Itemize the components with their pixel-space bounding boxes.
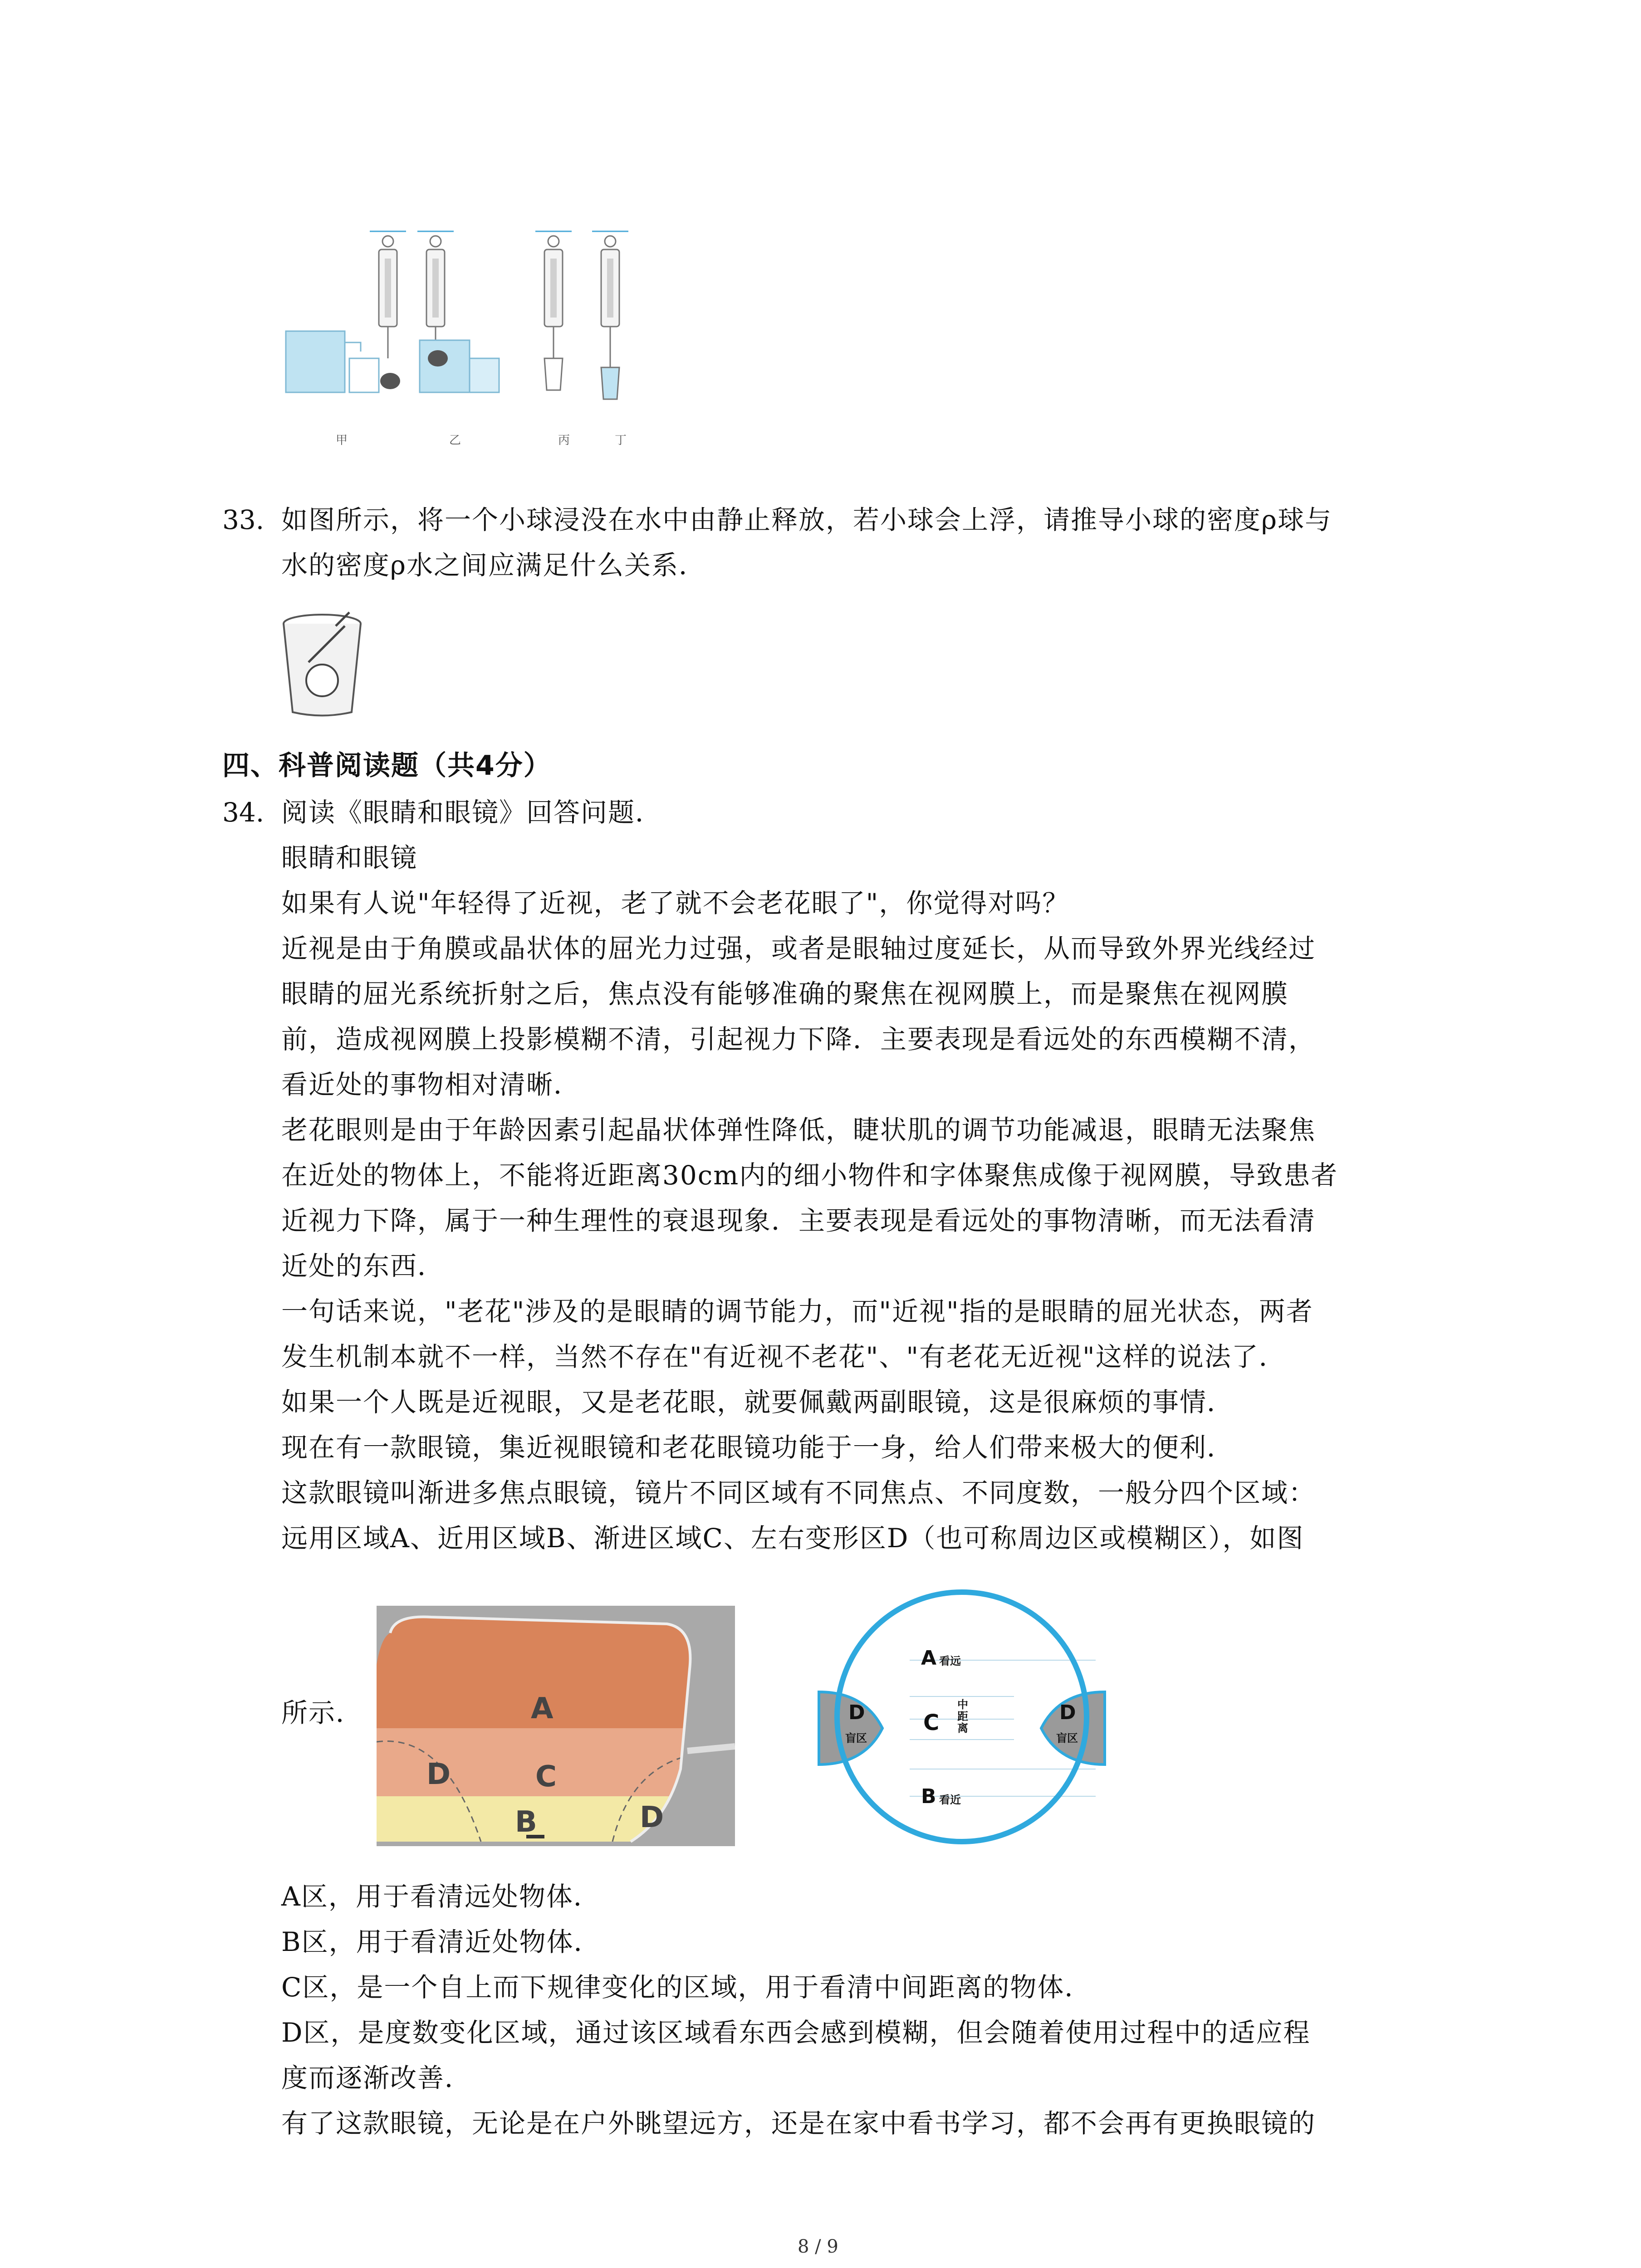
article-line-3: 近视是由于角膜或晶状体的屈光力过强，或者是眼轴过度延长，从而导致外界光线经过 [281, 933, 1316, 964]
zone-label-c: C [923, 1710, 940, 1735]
question-34-intro: 阅读《眼睛和眼镜》回答问题． [281, 797, 663, 828]
article-line-13: 如果一个人既是近视眼，又是老花眼，就要佩戴两副眼镜，这是很麻烦的事情． [281, 1387, 1234, 1418]
zone-label-d-left: D [848, 1701, 865, 1724]
article-line-1: 眼睛和眼镜 [281, 842, 418, 873]
section-4-heading: 四、科普阅读题（共4分） [222, 750, 552, 782]
article-line-2: 如果有人说"年轻得了近视，老了就不会老花眼了"，你觉得对吗？ [281, 888, 1070, 919]
article-line-10: 近处的东西． [281, 1251, 445, 1281]
spring-scale-figure [281, 222, 653, 458]
zone-note-b: 看近 [939, 1794, 961, 1806]
lens-photo-figure [377, 1606, 735, 1846]
zone-note-a: 看远 [939, 1655, 961, 1667]
article-line-14: 现在有一款眼镜，集近视眼镜和老花眼镜功能于一身，给人们带来极大的便利． [281, 1432, 1234, 1463]
zone-note-d-right: 盲区 [1056, 1732, 1078, 1745]
lens-zone-diagram [805, 1583, 1118, 1846]
article-line-12: 发生机制本就不一样，当然不存在"有近视不老花"、"有老花无近视"这样的说法了． [281, 1341, 1286, 1372]
article-line-4: 眼睛的屈光系统折射之后，焦点没有能够准确的聚焦在视网膜上，而是聚焦在视网膜 [281, 978, 1289, 1009]
article-line-16: 远用区域A、近用区域B、渐进区域C、左右变形区D（也可称周边区或模糊区），如图 [281, 1523, 1304, 1554]
figure-caption: 所示． [281, 1697, 363, 1728]
zone-desc-c: C区，是一个自上而下规律变化的区域，用于看清中间距离的物体． [281, 1972, 1092, 2003]
lens-label-c: C [535, 1760, 557, 1794]
zone-desc-b: B区，用于看清近处物体． [281, 1926, 601, 1957]
lens-label-d-right: D [640, 1801, 664, 1834]
closing-line: 有了这款眼镜，无论是在户外眺望远方，还是在家中看书学习，都不会再有更换眼镜的 [281, 2108, 1316, 2139]
figure-label-yi: 乙 [449, 434, 461, 447]
article-line-5: 前，造成视网膜上投影模糊不清，引起视力下降．主要表现是看远处的东西模糊不清， [281, 1024, 1316, 1055]
zone-note-d-left: 盲区 [845, 1732, 867, 1745]
figure-label-jia: 甲 [336, 434, 348, 447]
lens-label-b: B [515, 1805, 537, 1839]
figure-label-ding: 丁 [615, 434, 627, 447]
ball-glass-diagram [277, 608, 367, 721]
lens-label-a: A [531, 1692, 554, 1725]
article-line-6: 看近处的事物相对清晰． [281, 1069, 581, 1100]
ball-in-water-figure [277, 608, 367, 721]
zone-desc-d-2: 度而逐渐改善． [281, 2063, 472, 2093]
zone-desc-d-1: D区，是度数变化区域，通过该区域看东西会感到模糊，但会随着使用过程中的适应程 [281, 2017, 1311, 2048]
zone-label-d-right: D [1059, 1701, 1076, 1724]
zone-desc-a: A区，用于看清远处物体． [281, 1881, 601, 1912]
article-line-11: 一句话来说，"老花"涉及的是眼睛的调节能力，而"近视"指的是眼睛的屈光状态，两者 [281, 1296, 1313, 1327]
question-33-number: 33. [222, 504, 265, 535]
spring-scale-diagram [281, 222, 653, 458]
figure-label-bing: 丙 [558, 434, 570, 447]
zone-note-c: 中距离 [957, 1698, 968, 1735]
zone-label-b: B [921, 1785, 936, 1808]
question-34-number: 34. [222, 797, 265, 828]
zone-label-a: A [921, 1647, 937, 1670]
page-number: 8 / 9 [798, 2236, 838, 2257]
question-33-line-2: 水的密度ρ水之间应满足什么关系． [281, 550, 706, 581]
question-33-line-1: 如图所示，将一个小球浸没在水中由静止释放，若小球会上浮，请推导小球的密度ρ球与 [281, 504, 1332, 535]
lens-diagram [377, 1606, 735, 1846]
article-line-8: 在近处的物体上，不能将近距离30cm内的细小物件和字体聚焦成像于视网膜，导致患者 [281, 1160, 1338, 1191]
article-line-9: 近视力下降，属于一种生理性的衰退现象．主要表现是看远处的事物清晰，而无法看清 [281, 1205, 1316, 1236]
article-line-7: 老花眼则是由于年龄因素引起晶状体弹性降低，睫状肌的调节功能减退，眼睛无法聚焦 [281, 1114, 1316, 1145]
article-line-15: 这款眼镜叫渐进多焦点眼镜，镜片不同区域有不同焦点、不同度数，一般分四个区域： [281, 1477, 1316, 1508]
lens-label-d-left: D [426, 1758, 451, 1791]
